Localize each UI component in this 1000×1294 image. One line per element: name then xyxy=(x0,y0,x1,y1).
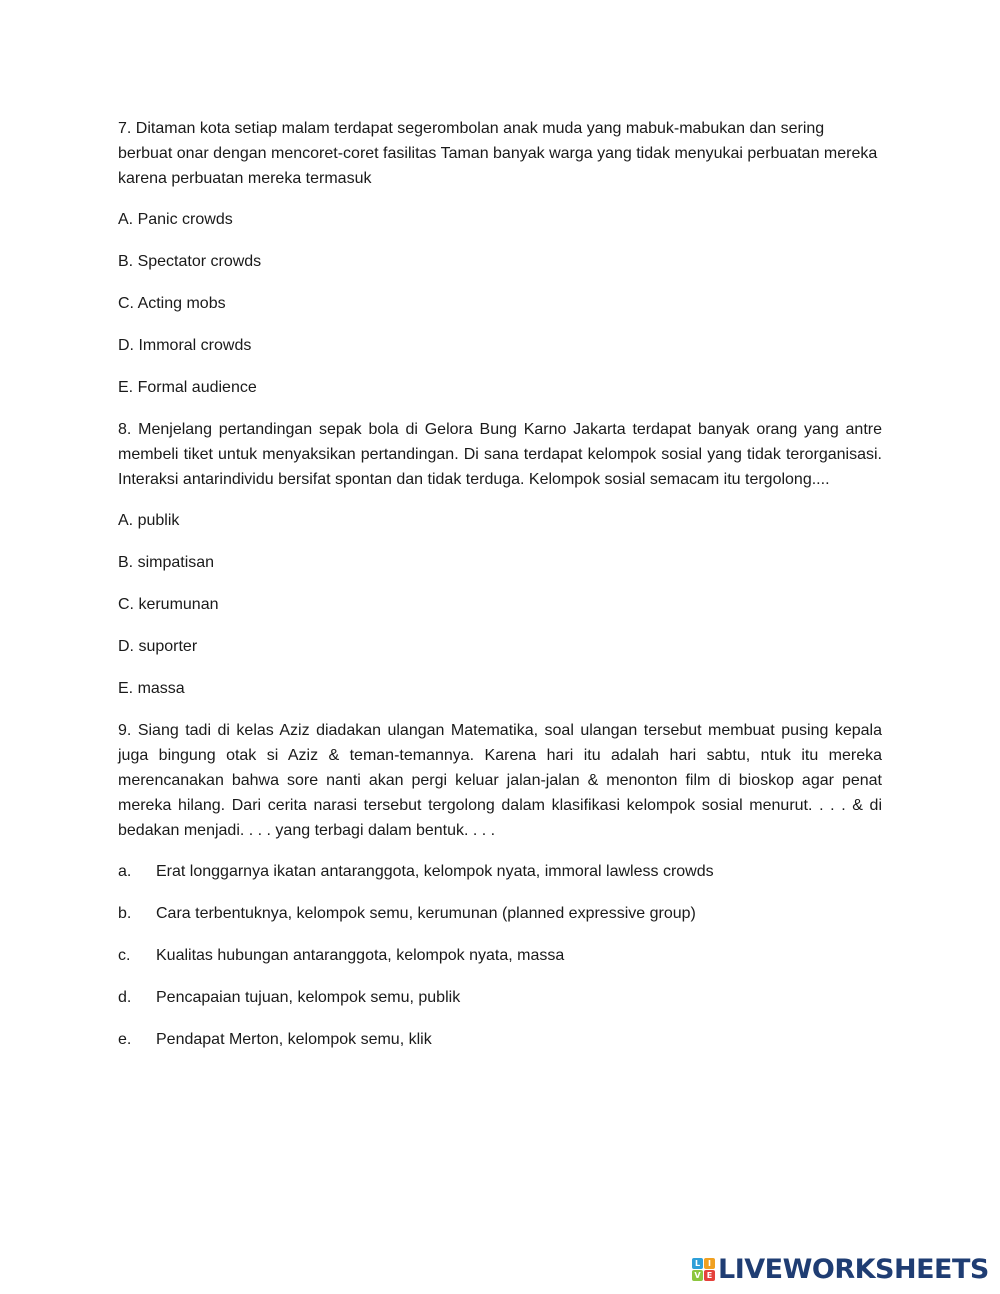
option-text: Erat longgarnya ikatan antaranggota, kelompok nyata, immoral lawless crowds xyxy=(156,863,714,880)
option-letter: a. xyxy=(118,863,132,880)
live-blocks-icon xyxy=(692,1258,715,1281)
question-8-option-e[interactable]: E. massa xyxy=(118,680,185,697)
option-text: Cara terbentuknya, kelompok semu, kerumunan (planned expressive group) xyxy=(156,905,696,922)
question-8-option-c[interactable]: C. kerumunan xyxy=(118,596,219,613)
brand-name: LIVEWORKSHEETS xyxy=(718,1253,989,1285)
question-9 xyxy=(118,718,882,1052)
icon-block-l: L xyxy=(692,1258,703,1269)
worksheet-page xyxy=(118,116,882,1069)
question-7-option-b[interactable]: B. Spectator crowds xyxy=(118,253,262,270)
option-text: Pendapat Merton, kelompok semu, klik xyxy=(156,1031,432,1048)
question-9-option-a[interactable] xyxy=(118,859,882,884)
question-7-option-d[interactable]: D. Immoral crowds xyxy=(118,337,252,354)
option-text: Pencapaian tujuan, kelompok semu, publik xyxy=(156,989,461,1006)
question-8-option-d[interactable]: D. suporter xyxy=(118,638,198,655)
icon-block-v: V xyxy=(692,1270,703,1281)
option-letter: e. xyxy=(118,1031,132,1048)
option-letter: c. xyxy=(118,947,131,964)
question-9-option-c[interactable] xyxy=(118,943,882,968)
question-8 xyxy=(118,417,882,701)
icon-block-e: E xyxy=(704,1270,715,1281)
question-8-option-a[interactable]: A. publik xyxy=(118,512,180,529)
question-9-option-d[interactable] xyxy=(118,985,882,1010)
option-text: Kualitas hubungan antaranggota, kelompok nyata, massa xyxy=(156,947,565,964)
question-8-text: 8. Menjelang pertandingan sepak bola di Gelora Bung Karno Jakarta terdapat banyak orang yang antre membeli tiket untuk menyaksikan pertandingan. Di sana terdapat kelompok sosial yang tidak terorganisasi. Interaksi antarindividu bersifat spontan dan tidak terduga. Kelompok sosial semacam itu tergolong.... xyxy=(118,421,882,488)
option-letter: b. xyxy=(118,905,132,922)
question-7 xyxy=(118,116,882,400)
question-7-option-a[interactable]: A. Panic crowds xyxy=(118,211,233,228)
question-9-option-b[interactable] xyxy=(118,901,882,926)
question-9-option-e[interactable] xyxy=(118,1027,882,1052)
option-letter: d. xyxy=(118,989,132,1006)
question-7-text: 7. Ditaman kota setiap malam terdapat segerombolan anak muda yang mabuk-mabukan dan sering berbuat onar dengan mencoret-coret fasilitas Taman banyak warga yang tidak menyukai perbuatan mereka karena perbuatan mereka termasuk xyxy=(118,120,878,187)
question-9-text: 9. Siang tadi di kelas Aziz diadakan ulangan Matematika, soal ulangan tersebut membuat pusing kepala juga bingung otak si Aziz & teman-temannya. Karena hari itu adalah hari sabtu, ntuk itu mereka merencanakan bahwa sore nanti akan pergi keluar jalan-jalan & menonton film di bioskop agar penat mereka hilang. Dari cerita narasi tersebut tergolong dalam klasifikasi kelompok sosial menurut. . . . & di bedakan menjadi. . . . yang terbagi dalam bentuk. . . . xyxy=(118,722,882,839)
icon-block-i: I xyxy=(704,1258,715,1269)
question-8-option-b[interactable]: B. simpatisan xyxy=(118,554,215,571)
question-7-option-c[interactable]: C. Acting mobs xyxy=(118,295,226,312)
liveworksheets-logo[interactable] xyxy=(692,1254,989,1284)
question-7-option-e[interactable]: E. Formal audience xyxy=(118,379,257,396)
